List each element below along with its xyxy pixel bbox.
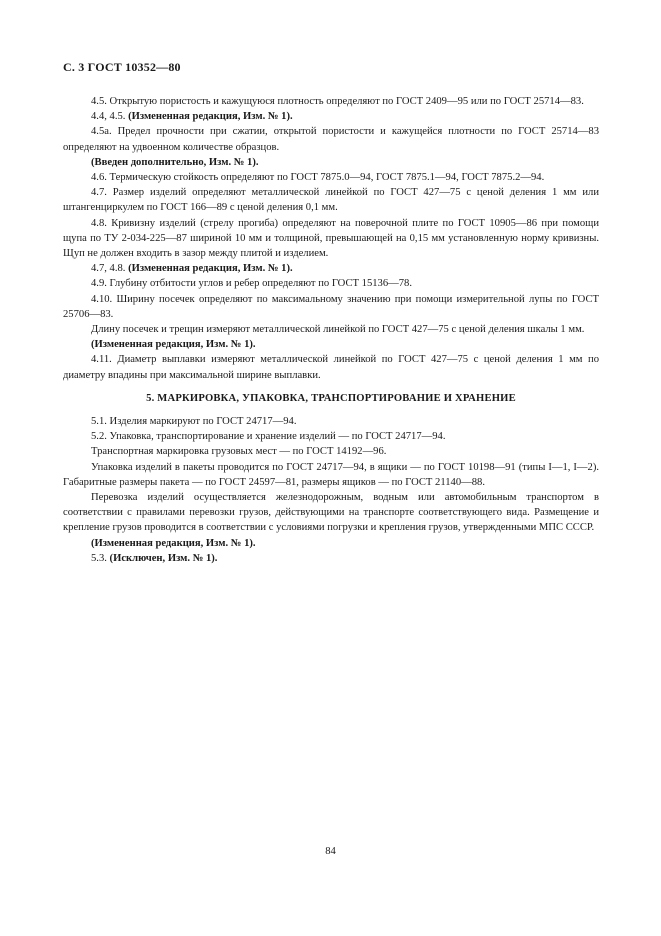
amendment-ref: 4.7, 4.8. bbox=[91, 263, 129, 275]
paragraph-4-10: 4.10. Ширину посечек определяют по максимальному значению при помощи измерительной лупы по ГОСТ 25706—83. bbox=[63, 293, 599, 320]
paragraph-5-3 bbox=[63, 551, 599, 566]
amendment-note: (Измененная редакция, Изм. № 1). bbox=[128, 263, 293, 275]
excluded-note: (Исключен, Изм. № 1). bbox=[109, 552, 218, 564]
amendment-note: (Измененная редакция, Изм. № 1). bbox=[91, 537, 256, 549]
paragraph-4-5: 4.5. Открытую пористость и кажущуюся плотность определяют по ГОСТ 2409—95 или по ГОСТ 25714—83. bbox=[91, 96, 584, 107]
paragraph-amendment-4-10 bbox=[63, 337, 599, 352]
paragraph-amendment-4-4 bbox=[63, 109, 599, 124]
paragraph-crack-length: Длину посечек и трещин измеряют металлической линейкой по ГОСТ 427—75 с ценой деления шкалы 1 мм. bbox=[91, 324, 585, 336]
paragraph-4-6: 4.6. Термическую стойкость определяют по ГОСТ 7875.0—94, ГОСТ 7875.1—94, ГОСТ 7875.2—94. bbox=[91, 172, 545, 184]
clause-ref: 5.3. bbox=[91, 552, 110, 564]
paragraph-transport-marking: Транспортная маркировка грузовых мест — по ГОСТ 14192—96. bbox=[91, 446, 387, 458]
paragraph-transportation: Перевозка изделий осуществляется железнодорожным, водным или автомобильным транспортом в соответствии с правилами перевозки грузов, действующими на транспорте соответствующего вида. Размещение и крепление грузов проводится в соответствии с условиями погрузки и крепления грузов, утвержденными МПС СССР. bbox=[63, 492, 599, 534]
amendment-note: (Измененная редакция, Изм. № 1). bbox=[128, 111, 293, 123]
paragraph-5-2: 5.2. Упаковка, транспортирование и хранение изделий — по ГОСТ 24717—94. bbox=[91, 431, 446, 443]
paragraph-4-5a: 4.5а. Предел прочности при сжатии, открытой пористости и кажущейся плотности по ГОСТ 25714—83 определяют на удвоенном количестве образцов. bbox=[63, 126, 599, 153]
amendment-note: (Измененная редакция, Изм. № 1). bbox=[91, 339, 256, 351]
paragraph-added-note bbox=[63, 155, 599, 170]
page-header: С. 3 ГОСТ 10352—80 bbox=[63, 60, 181, 74]
paragraph-4-8: 4.8. Кривизну изделий (стрелу прогиба) определяют на поверочной плите по ГОСТ 10905—86 при помощи щупа по ТУ 2-034-225—87 шириной 10 мм и толщиной, превышающей на 0,15 мм установленную норму кривизны. Щуп не должен входить в зазор между плитой и изделием. bbox=[63, 217, 599, 260]
paragraph-4-7: 4.7. Размер изделий определяют металлической линейкой по ГОСТ 427—75 с ценой деления 1 мм или штангенциркулем по ГОСТ 166—89 с ценой деления 0,1 мм. bbox=[63, 187, 599, 214]
paragraph-4-11: 4.11. Диаметр выплавки измеряют металлической линейкой по ГОСТ 427—75 с ценой деления 1 мм по диаметру впадины при максимальной ширине выплавки. bbox=[63, 354, 599, 381]
paragraph-packaging: Упаковка изделий в пакеты проводится по ГОСТ 24717—94, в ящики — по ГОСТ 10198—91 (типы I—1, I—2). Габаритные размеры пакета — по ГОСТ 24597—81, размеры ящиков — по ГОСТ 21140—88. bbox=[63, 461, 599, 488]
paragraph-amendment-5-2 bbox=[63, 536, 599, 551]
paragraph-5-1: 5.1. Изделия маркируют по ГОСТ 24717—94. bbox=[91, 416, 297, 428]
amendment-ref: 4.4, 4.5. bbox=[91, 111, 129, 123]
document-body bbox=[63, 94, 599, 566]
paragraph-amendment-4-7 bbox=[63, 261, 599, 276]
page-number: 84 bbox=[325, 846, 336, 857]
paragraph-4-9: 4.9. Глубину отбитости углов и ребер определяют по ГОСТ 15136—78. bbox=[91, 278, 412, 290]
added-note: (Введен дополнительно, Изм. № 1). bbox=[91, 156, 259, 168]
section-5-title: 5. МАРКИРОВКА, УПАКОВКА, ТРАНСПОРТИРОВАНИЕ И ХРАНЕНИЕ bbox=[146, 392, 516, 404]
